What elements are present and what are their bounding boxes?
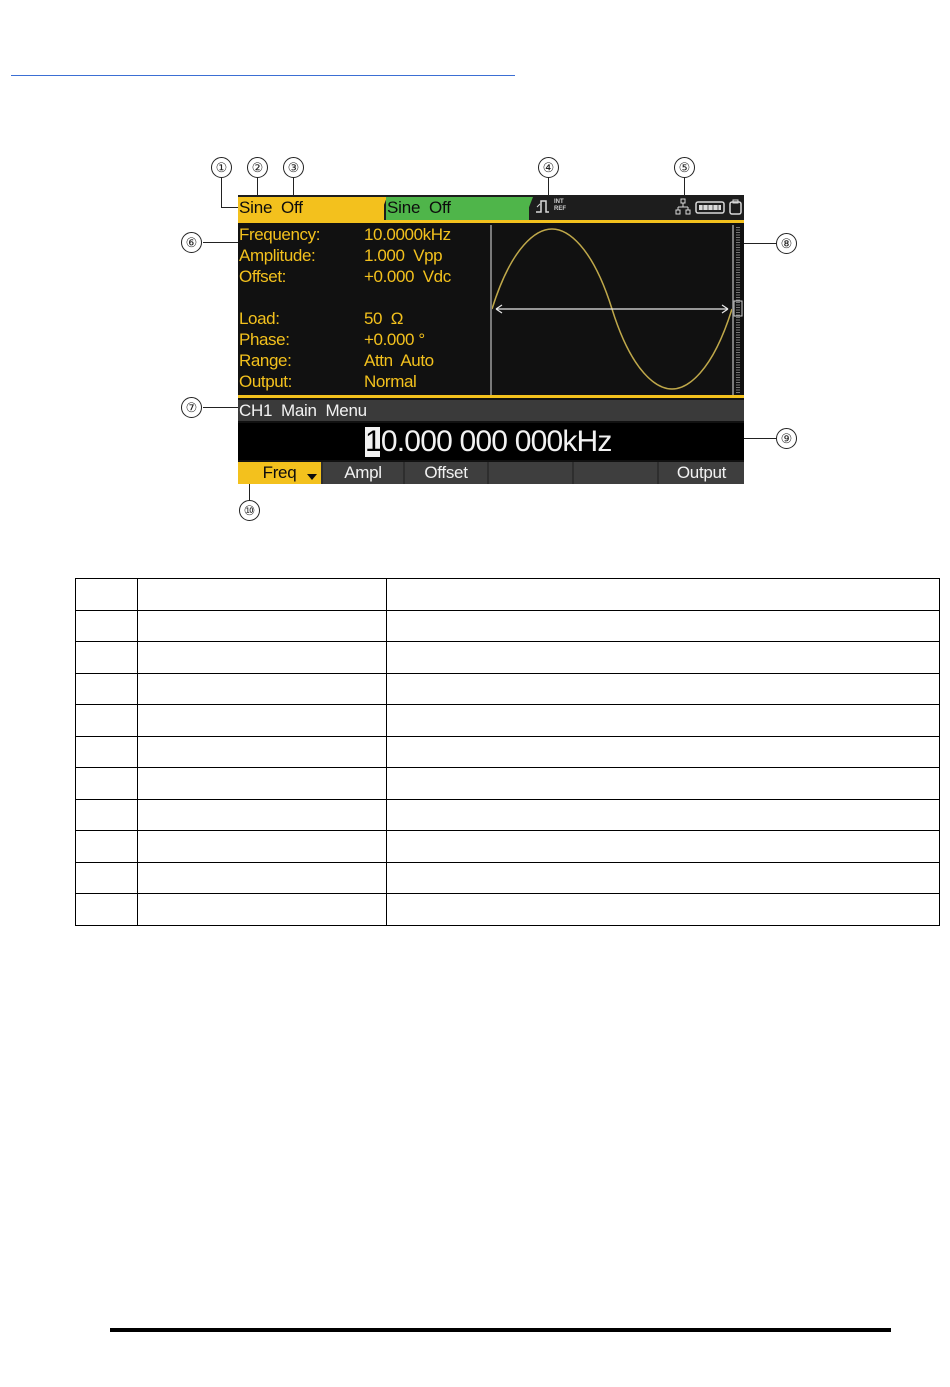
reference-clock-icon bbox=[535, 198, 551, 215]
level-scale bbox=[732, 225, 744, 395]
table-row bbox=[76, 579, 940, 611]
status-header bbox=[238, 195, 744, 220]
callout-2: ② bbox=[247, 157, 268, 178]
callout-1: ① bbox=[211, 157, 232, 178]
table-row bbox=[76, 642, 940, 674]
table-cell bbox=[387, 768, 940, 800]
table-cell bbox=[138, 799, 387, 831]
table-cell bbox=[138, 673, 387, 705]
entry-selected-digit[interactable]: 1 bbox=[365, 425, 381, 458]
reference-line-2: REF bbox=[554, 206, 566, 212]
table-cell bbox=[138, 705, 387, 737]
param-value-load[interactable]: 50 Ω bbox=[364, 309, 404, 328]
table-row bbox=[76, 862, 940, 894]
generator-screen bbox=[238, 195, 744, 484]
table-cell bbox=[138, 736, 387, 768]
table-cell bbox=[138, 894, 387, 926]
param-value-offset[interactable]: +0.000 Vdc bbox=[364, 267, 451, 286]
callout-2-line bbox=[257, 176, 258, 196]
header-rule bbox=[11, 75, 515, 76]
parameter-panel bbox=[238, 225, 490, 397]
param-value-phase[interactable]: +0.000 ° bbox=[364, 330, 425, 349]
menu-title: CH1 Main Menu bbox=[239, 401, 367, 420]
param-label-offset: Offset: bbox=[239, 267, 286, 286]
callout-7: ⑦ bbox=[181, 397, 202, 418]
callout-3-line bbox=[293, 176, 294, 196]
ch1-separator-top bbox=[238, 220, 744, 223]
scale-marker bbox=[734, 301, 742, 316]
table-row bbox=[76, 736, 940, 768]
softkey-5[interactable] bbox=[574, 462, 657, 484]
param-value-output[interactable]: Normal bbox=[364, 372, 417, 391]
table-cell bbox=[76, 831, 138, 863]
callout-1-line bbox=[221, 176, 222, 207]
table-cell bbox=[138, 579, 387, 611]
dropdown-arrow-icon bbox=[307, 474, 317, 480]
callout-8: ⑧ bbox=[776, 233, 797, 254]
param-value-amplitude[interactable]: 1.000 Vpp bbox=[364, 246, 443, 265]
callout-6-line bbox=[203, 242, 238, 243]
softkey-4[interactable] bbox=[489, 462, 572, 484]
table-cell bbox=[76, 610, 138, 642]
table-row bbox=[76, 799, 940, 831]
softkey-freq-label: Freq bbox=[262, 463, 297, 482]
table-cell bbox=[76, 862, 138, 894]
table-cell bbox=[76, 705, 138, 737]
table-row bbox=[76, 673, 940, 705]
softkey-offset[interactable] bbox=[405, 462, 487, 484]
callout-4: ④ bbox=[538, 157, 559, 178]
table-cell bbox=[138, 610, 387, 642]
table-cell bbox=[387, 894, 940, 926]
table-cell bbox=[387, 799, 940, 831]
table-cell bbox=[387, 831, 940, 863]
param-label-output: Output: bbox=[239, 372, 292, 391]
table-cell bbox=[138, 642, 387, 674]
ch1-waveform: Sine bbox=[239, 198, 273, 217]
table-row bbox=[76, 705, 940, 737]
legend-table bbox=[75, 578, 940, 926]
softkey-freq[interactable] bbox=[238, 462, 321, 484]
table-cell bbox=[76, 673, 138, 705]
footer-rule bbox=[110, 1328, 891, 1332]
param-label-load: Load: bbox=[239, 309, 280, 328]
softkey-offset-label: Offset bbox=[424, 463, 468, 482]
callout-4-line bbox=[548, 176, 549, 196]
table-row bbox=[76, 894, 940, 926]
ch2-state: Off bbox=[429, 198, 451, 217]
table-cell bbox=[138, 862, 387, 894]
param-label-amplitude: Amplitude: bbox=[239, 246, 316, 265]
table-cell bbox=[76, 799, 138, 831]
callout-6: ⑥ bbox=[181, 232, 202, 253]
network-icon bbox=[675, 198, 692, 216]
table-cell bbox=[138, 831, 387, 863]
reference-line-1: INT bbox=[554, 199, 564, 205]
table-cell bbox=[76, 579, 138, 611]
param-label-range: Range: bbox=[239, 351, 292, 370]
usb-icon bbox=[695, 201, 725, 214]
table-cell bbox=[76, 736, 138, 768]
callout-3: ③ bbox=[283, 157, 304, 178]
table-cell bbox=[76, 642, 138, 674]
menu-title-bar bbox=[238, 400, 744, 421]
table-cell bbox=[387, 673, 940, 705]
softkey-ampl-label: Ampl bbox=[344, 463, 382, 482]
table-cell bbox=[387, 736, 940, 768]
callout-8-line bbox=[744, 243, 777, 244]
param-label-phase: Phase: bbox=[239, 330, 290, 349]
table-cell bbox=[387, 579, 940, 611]
softkey-ampl[interactable] bbox=[323, 462, 403, 484]
param-value-range[interactable]: Attn Auto bbox=[364, 351, 434, 370]
table-cell bbox=[387, 862, 940, 894]
param-value-frequency[interactable]: 10.0000kHz bbox=[364, 225, 451, 244]
callout-9: ⑨ bbox=[776, 428, 797, 449]
entry-value[interactable] bbox=[365, 425, 612, 459]
softkey-output[interactable] bbox=[659, 462, 744, 484]
ch2-waveform: Sine bbox=[387, 198, 421, 217]
table-row bbox=[76, 610, 940, 642]
softkey-output-label: Output bbox=[676, 463, 727, 482]
table-cell bbox=[76, 894, 138, 926]
table-cell bbox=[387, 705, 940, 737]
callout-7-line bbox=[203, 407, 238, 408]
lock-icon bbox=[729, 199, 742, 215]
entry-remaining-digits: 0.000 000 000kHz bbox=[380, 425, 612, 458]
table-row bbox=[76, 831, 940, 863]
legend-table-body bbox=[76, 579, 940, 926]
callout-1-line-h bbox=[221, 207, 238, 208]
table-cell bbox=[138, 768, 387, 800]
reference-label bbox=[554, 199, 566, 213]
callout-10: ⑩ bbox=[239, 500, 260, 521]
table-cell bbox=[76, 768, 138, 800]
table-row bbox=[76, 768, 940, 800]
callout-5-line bbox=[684, 176, 685, 196]
ch1-state: Off bbox=[281, 198, 303, 217]
ch2-tab-tail bbox=[524, 197, 533, 220]
waveform-preview bbox=[490, 225, 734, 395]
callout-5: ⑤ bbox=[674, 157, 695, 178]
param-label-frequency: Frequency: bbox=[239, 225, 321, 244]
ch1-separator-bottom bbox=[238, 395, 744, 398]
callout-10-line bbox=[249, 484, 250, 501]
table-cell bbox=[387, 642, 940, 674]
table-cell bbox=[387, 610, 940, 642]
callout-9-line bbox=[744, 438, 777, 439]
softkey-bar bbox=[238, 462, 744, 484]
numeric-entry[interactable] bbox=[238, 423, 744, 460]
